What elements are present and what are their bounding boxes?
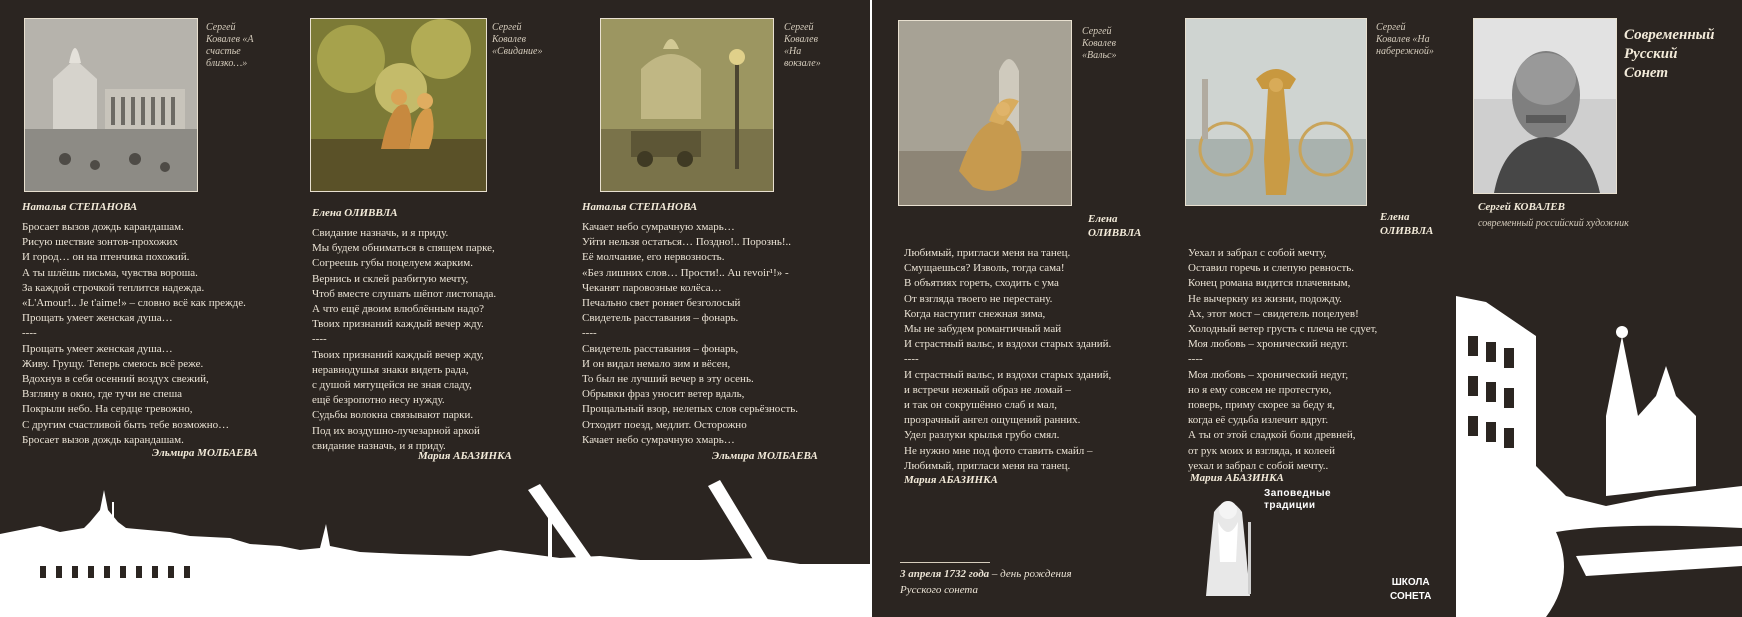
artist-subtitle: современный российский художник [1478,218,1629,229]
sonnet-birthday-line2: Русского сонета [900,584,979,596]
poem-author: Елена ОЛИВВЛА [1380,211,1434,237]
poem-author: Наталья СТЕПАНОВА [582,201,698,213]
page-title: Современный Русский Сонет [1624,27,1715,81]
poem-text: Качает небо сумрачную хмарь… Уйти нельзя остаться… Поздно!.. Порознь!.. Её молчание, его нервозность. «Без лишних слов… Прости!.. Au revoir¹!» - Чеканят паровозные колёса… Печально свет роняет безголосый Свидетель расставания – фонарь. ---- Свидетель расставания – фонарь, И он видал немало зим и вёсен, То был не лучший вечер в эту осень. Обрывки фраз уносит ветер вдаль, Прощальный взор, нелепых слов серьёзность. Отходит поезд, медлит. Осторожно Качает небо сумрачную хмарь… [582,221,799,446]
artwork-caption: Сергей Ковалев «А счастье близко…» [206,22,254,69]
school-label: ШКОЛА СОНЕТА [1390,577,1432,602]
poem-signature: Мария АБАЗИНКА [904,474,998,486]
right-page [872,0,1742,617]
sonnet-birthday [900,566,1072,598]
poem-author: Елена ОЛИВВЛА [312,207,398,219]
poem-signature: Мария АБАЗИНКА [418,450,512,462]
artwork-caption: Сергей Ковалев «Вальс» [1082,26,1117,61]
city-skyline-icon [0,480,870,617]
poem-author: Наталья СТЕПАНОВА [22,201,138,213]
painting-icon [311,19,486,191]
emblem-text: Заповедные традиции [1264,488,1332,511]
portrait-icon [1474,19,1616,193]
ancient-poet-icon [1188,492,1268,598]
poem-author: Елена ОЛИВВЛА [1088,213,1142,239]
poem-text: Уехал и забрал с собой мечту, Оставил горечь и слепую ревность. Конец романа видится плачевным, Не вычеркну из жизни, подожду. Ах, этот мост – свидетель поцелуев! Холодный ветер грусть с плеча не сдует, Моя любовь – хронический недуг. ---- Моя любовь – хронический недуг, но я ему совсем не протестую, поверь, приму скорее за беду я, когда её судьба излечит вдруг. А ты от этой сладкой боли древней, от рук моих и взгляда, и колеей уехал и забрал с собой мечту.. [1188,247,1378,472]
painting-icon [601,19,773,191]
sonnet-birthday-date: 3 апреля 1732 года [900,568,990,580]
artwork-at-station [600,18,774,192]
artwork-caption: Сергей Ковалев «На набережной» [1376,22,1434,57]
poem-text: Любимый, пригласи меня на танец. Смущаешься? Изволь, тогда сама! В объятиях гореть, сходить с ума От взгляда твоего не перестану. Когда наступит снежная зима, Мы не забудем романтичный май И страстный вальс, и вздохи старых зданий. ---- И страстный вальс, и вздохи старых зданий, и встречи нежный образ не ломай – и так он сокрушённо слаб и мал, прозрачный ангел ощущений ранних. Удел разлуки крылья грубо смял. Не нужно мне под фото ставить смайл – Любимый, пригласи меня на танец. [904,247,1112,472]
sonnet-birthday-text: – день рождения [989,568,1072,580]
artist-portrait [1473,18,1617,194]
artist-name: Сергей КОВАЛЕВ [1478,201,1565,213]
poem-signature: Мария АБАЗИНКА [1190,472,1284,484]
left-page [0,0,870,617]
poem-signature: Эльмира МОЛБАЕВА [712,450,818,462]
poem-text: Свидание назначь, и я приду. Мы будем обниматься в спящем парке, Согреешь губы поцелуем жарким. Вернись и склей разбитую мечту, Чтоб вместе слушать шёпот листопада. А что ещё двоим влюблённым надо? Твоих признаний каждый вечер жду. ---- Твоих признаний каждый вечер жду, неравнодушья знаки видеть рада, с душой мятущейся не зная сладу, ещё безропотно несу нужду. Судьбы волокна связывают парки. Под их воздушно-лучезарной аркой свидание назначь, и я приду. [312,227,497,452]
artwork-date [310,18,487,192]
divider [900,562,990,563]
church-silhouette-icon [1456,296,1742,617]
artwork-happiness-close [24,18,198,192]
painting-icon [899,21,1071,205]
poem-signature: Эльмира МОЛБАЕВА [152,447,258,459]
artwork-caption: Сергей Ковалев «Свидание» [492,22,543,57]
painting-icon [25,19,197,191]
painting-icon [1186,19,1366,205]
poem-text: Бросает вызов дождь карандашам. Рисую шествие зонтов-прохожих И город… он на птенчика похожий. А ты шлёшь письма, чувства вороша. За каждой строчкой теплится надежда. «L'Amour!.. Je t'aime!» – словно всё как прежде. Прощать умеет женская душа… ---- Прощать умеет женская душа… Живу. Грущу. Теперь смеюсь всё реже. Вдохнув в себя осенний воздух свежий, Взгляну в окно, где тучи не спеша Покрыли небо. На сердце тревожно, С другим счастливой быть тебе возможно… Бросает вызов дождь карандашам. [22,221,246,446]
artwork-embankment [1185,18,1367,206]
artwork-caption: Сергей Ковалев «На вокзале» [784,22,821,69]
artwork-waltz [898,20,1072,206]
